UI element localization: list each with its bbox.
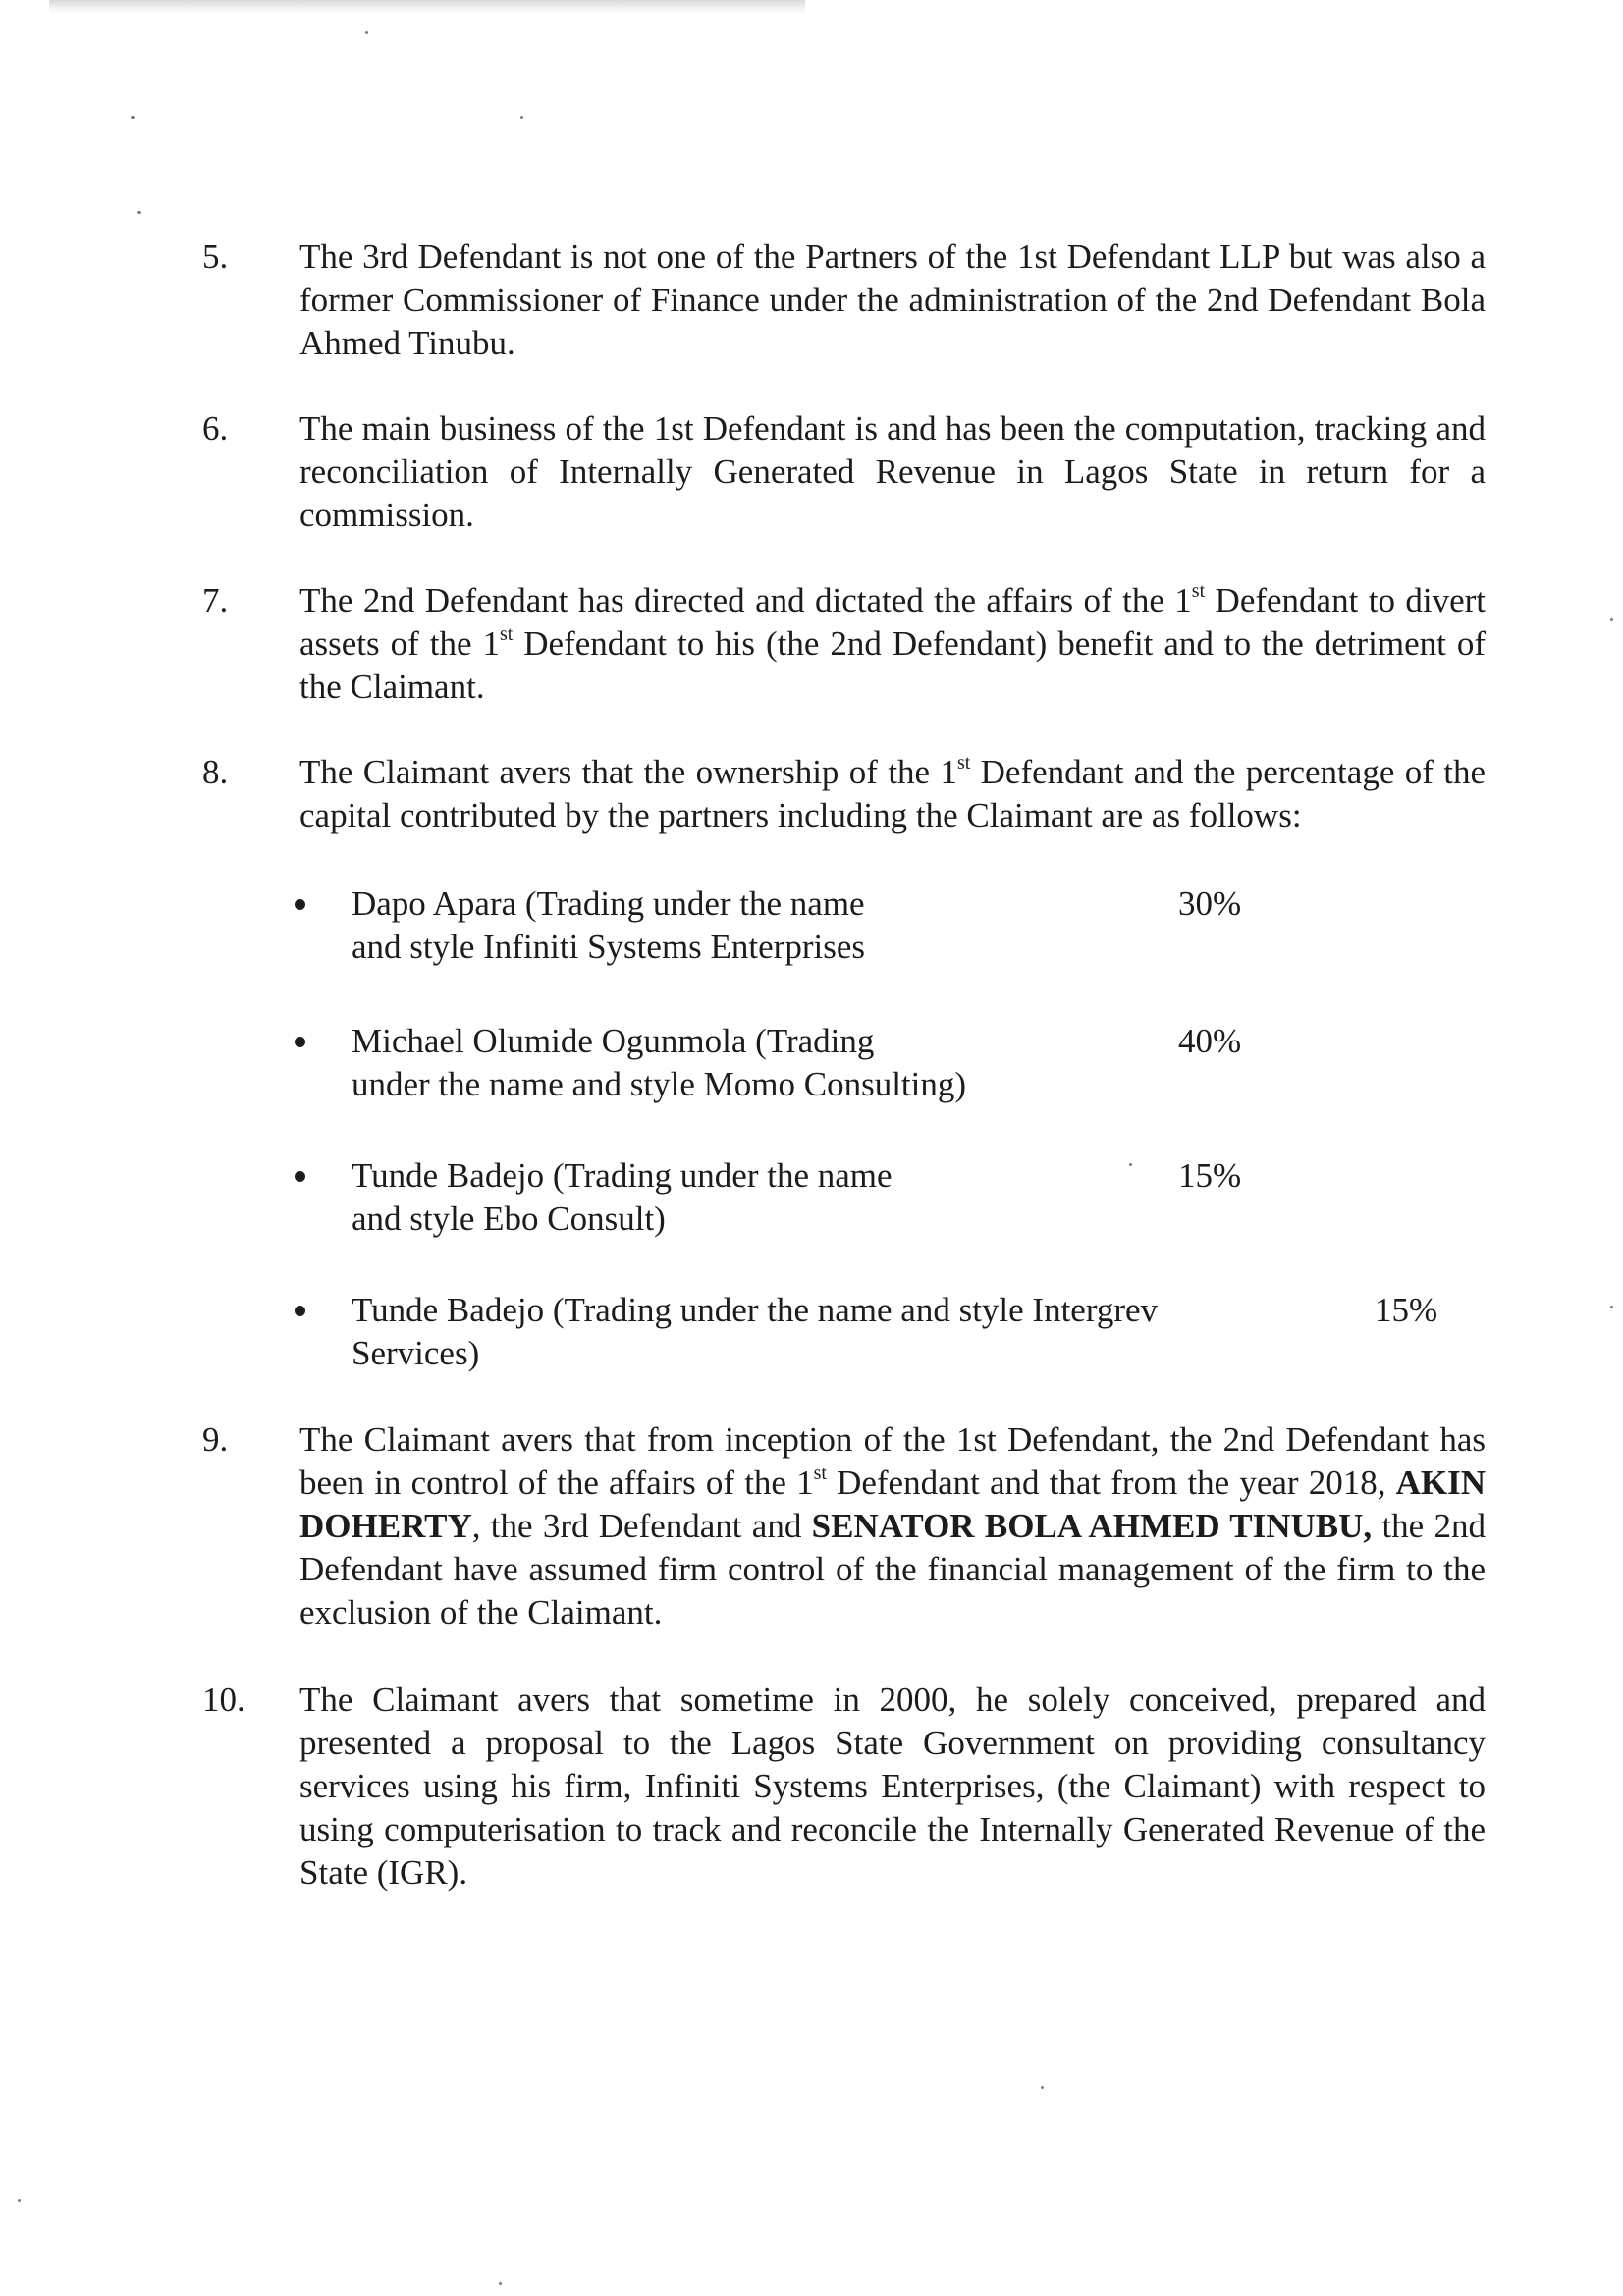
paragraph-7 (204, 579, 1486, 709)
partner-name-line: Services) (352, 1334, 480, 1372)
paragraph-number: 10. (202, 1681, 245, 1719)
bullet-icon (295, 1037, 305, 1047)
paragraph-number: 7. (202, 581, 229, 619)
paragraph-number: 6. (202, 409, 229, 448)
paragraph-text: The main business of the 1st Defendant is and has been the computation, tracking and reconciliation of Internally Generated Revenue in Lagos State in return for a commission. (299, 409, 1486, 534)
paragraph-text: The 2nd Defendant has directed and dictated the affairs of the 1st Defendant to divert assets of the 1st Defendant to his (the 2nd Defendant) benefit and to the detriment of the Claimant. (299, 580, 1486, 706)
paragraph-text: The Claimant avers that the ownership of the 1st Defendant and the percentage of the capital contributed by the partners including the Claimant are as follows: (299, 752, 1486, 834)
name-akin-doherty: AKIN DOHERTY (299, 1464, 1486, 1545)
partner-name-line: Dapo Apara (Trading under the name (352, 884, 865, 923)
partner-percentage: 15% (1178, 1156, 1242, 1195)
partner-name-line: Tunde Badejo (Trading under the name (352, 1156, 893, 1195)
paragraph-10 (204, 1679, 1486, 1895)
paragraph-6 (204, 407, 1486, 537)
paragraph-text: The 3rd Defendant is not one of the Partners of the 1st Defendant LLP but was also a former Commissioner of Finance under the administration of the 2nd Defendant Bola Ahmed Tinubu. (299, 238, 1486, 362)
partner-percentage: 40% (1178, 1022, 1242, 1060)
partner-percentage: 30% (1178, 884, 1242, 923)
partner-percentage: 15% (1375, 1291, 1438, 1329)
paragraph-9 (204, 1418, 1486, 1634)
bullet-icon (295, 1171, 305, 1182)
paragraph-number: 5. (202, 238, 229, 276)
bullet-icon (295, 899, 305, 910)
partner-name-line: and style Infiniti Systems Enterprises (352, 928, 865, 966)
paragraph-number: 8. (202, 753, 229, 791)
paragraph-text: The Claimant avers that sometime in 2000, he solely conceived, prepared and presented a proposal to the Lagos State Government on providing consultancy services using his firm, Infiniti Systems Enterprises, (the Claimant) with respect to using computerisation to track and reconcile the Internally Generated Revenue of the State (IGR). (299, 1681, 1486, 1892)
partner-name-line: under the name and style Momo Consulting) (352, 1065, 967, 1103)
paragraph-text: The Claimant avers that from inception of the 1st Defendant, the 2nd Defendant has been in control of the affairs of the 1st Defendant and that from the year 2018, AKIN DOHERTY, the 3rd Defendant and SENATOR BOLA AHMED TINUBU, the 2nd Defendant have assumed firm control of the financial management of the firm to the exclusion of the Claimant. (299, 1420, 1486, 1631)
paragraph-number: 9. (202, 1420, 229, 1459)
partner-name-line: and style Ebo Consult) (352, 1200, 666, 1238)
bullet-icon (295, 1306, 305, 1316)
paragraph-8 (204, 751, 1486, 837)
paragraph-5 (204, 236, 1486, 365)
name-senator-tinubu: SENATOR BOLA AHMED TINUBU, (811, 1507, 1373, 1545)
partner-name-line: Tunde Badejo (Trading under the name and style Intergrev (352, 1291, 1159, 1329)
partner-name-line: Michael Olumide Ogunmola (Trading (352, 1022, 875, 1060)
